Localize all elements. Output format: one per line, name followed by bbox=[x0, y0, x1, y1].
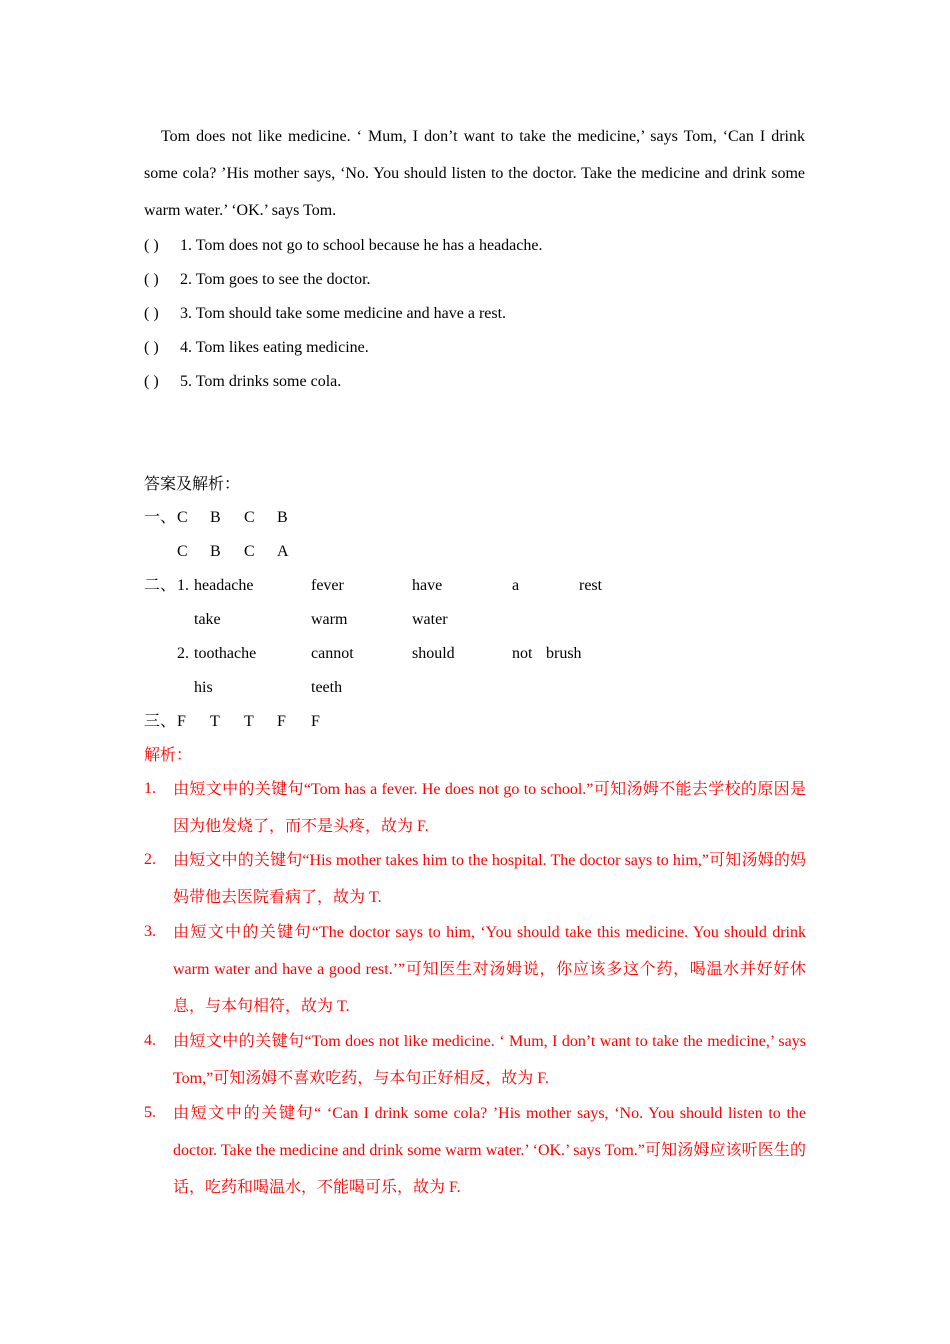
answer-cell: A bbox=[277, 543, 289, 560]
answer-cell: C bbox=[244, 509, 255, 526]
section-3-label: 三、 bbox=[144, 713, 177, 730]
section-1-label: 一、 bbox=[144, 509, 177, 526]
explanation-text: 由短文中的关键句“His mother takes him to the hospital. The doctor says to him,”可知汤姆的妈妈带他去医院看病了，故为 T. bbox=[173, 852, 806, 906]
item-number: 1. bbox=[177, 577, 189, 594]
answer-cell: C bbox=[177, 543, 188, 560]
answer-cell: C bbox=[244, 543, 255, 560]
answer-blank: ( ) bbox=[144, 237, 159, 254]
answer-word: not bbox=[512, 645, 533, 662]
answer-word: teeth bbox=[311, 679, 343, 696]
question-1 bbox=[144, 236, 542, 256]
answer-word: toothache bbox=[194, 645, 257, 662]
answer-word: should bbox=[412, 645, 455, 662]
answer-cell: B bbox=[210, 543, 221, 560]
explanation-5 bbox=[144, 1104, 806, 1212]
question-text: 1. Tom does not go to school because he has a headache. bbox=[180, 237, 543, 254]
question-4 bbox=[144, 338, 369, 358]
answer-word: take bbox=[194, 611, 221, 628]
answer-cell: T bbox=[210, 713, 220, 730]
answer-cell: B bbox=[277, 509, 288, 526]
answer-cell: B bbox=[210, 509, 221, 526]
passage-text: Tom does not like medicine. ‘ Mum, I don’t want to take the medicine,’ says Tom, ‘Can I drink some cola? ’His mother says, ‘No. You should listen to the doctor. Take the medicine and drink some warm water.’ ‘OK.’ says Tom. bbox=[144, 128, 805, 219]
section-2-label: 二、 bbox=[144, 577, 177, 594]
answer-word: brush bbox=[546, 645, 582, 662]
answer-blank: ( ) bbox=[144, 305, 159, 322]
question-5 bbox=[144, 372, 341, 392]
answer-cell: F bbox=[311, 713, 320, 730]
explanation-text: 由短文中的关键句“ ‘Can I drink some cola? ’His mother says, ‘No. You should listen to the doctor. Take the medicine and drink some warm water.’ ‘OK.’ says Tom.”可知汤姆应该听医生的话，吃药和喝温水，不能喝可乐，故为 F. bbox=[173, 1105, 806, 1196]
answer-word: cannot bbox=[311, 645, 354, 662]
answer-cell: T bbox=[244, 713, 254, 730]
explanation-3 bbox=[144, 923, 806, 1031]
question-3 bbox=[144, 304, 506, 324]
explanation-number: 1. bbox=[144, 780, 156, 797]
question-text: 5. Tom drinks some cola. bbox=[180, 373, 342, 390]
item-number: 2. bbox=[177, 645, 189, 662]
answer-blank: ( ) bbox=[144, 339, 159, 356]
explanation-2 bbox=[144, 851, 806, 921]
answer-word: warm bbox=[311, 611, 348, 628]
explanation-number: 4. bbox=[144, 1032, 156, 1049]
answer-word: fever bbox=[311, 577, 344, 594]
question-2 bbox=[144, 270, 371, 290]
explanation-4 bbox=[144, 1032, 806, 1102]
answer-blank: ( ) bbox=[144, 271, 159, 288]
answer-word: his bbox=[194, 679, 213, 696]
answer-word: have bbox=[412, 577, 443, 594]
explanation-number: 3. bbox=[144, 923, 156, 940]
answer-cell: F bbox=[177, 713, 186, 730]
answer-blank: ( ) bbox=[144, 373, 159, 390]
question-text: 4. Tom likes eating medicine. bbox=[180, 339, 369, 356]
question-text: 2. Tom goes to see the doctor. bbox=[180, 271, 371, 288]
answer-word: headache bbox=[194, 577, 254, 594]
answer-cell: F bbox=[277, 713, 286, 730]
explanation-heading: 解析： bbox=[144, 747, 193, 764]
answer-word: water bbox=[412, 611, 448, 628]
explanation-1 bbox=[144, 780, 806, 850]
explanation-number: 2. bbox=[144, 851, 156, 868]
answer-cell: C bbox=[177, 509, 188, 526]
reading-passage bbox=[144, 118, 805, 229]
explanation-number: 5. bbox=[144, 1104, 156, 1121]
answer-word: rest bbox=[579, 577, 603, 594]
answers-heading: 答案及解析： bbox=[144, 476, 241, 493]
explanation-text: 由短文中的关键句“Tom has a fever. He does not go to school.”可知汤姆不能去学校的原因是因为他发烧了，而不是头疼，故为 F. bbox=[173, 781, 806, 835]
answer-word: a bbox=[512, 577, 520, 594]
question-text: 3. Tom should take some medicine and have a rest. bbox=[180, 305, 507, 322]
explanation-text: 由短文中的关键句“Tom does not like medicine. ‘ Mum, I don’t want to take the medicine,’ says Tom,”可知汤姆不喜欢吃药，与本句正好相反，故为 F. bbox=[173, 1033, 806, 1087]
explanation-text: 由短文中的关键句“The doctor says to him, ‘You should take this medicine. You should drink warm water and have a good rest.’”可知医生对汤姆说，你应该多这个药，喝温水并好好休息，与本句相符，故为 T. bbox=[173, 924, 806, 1015]
